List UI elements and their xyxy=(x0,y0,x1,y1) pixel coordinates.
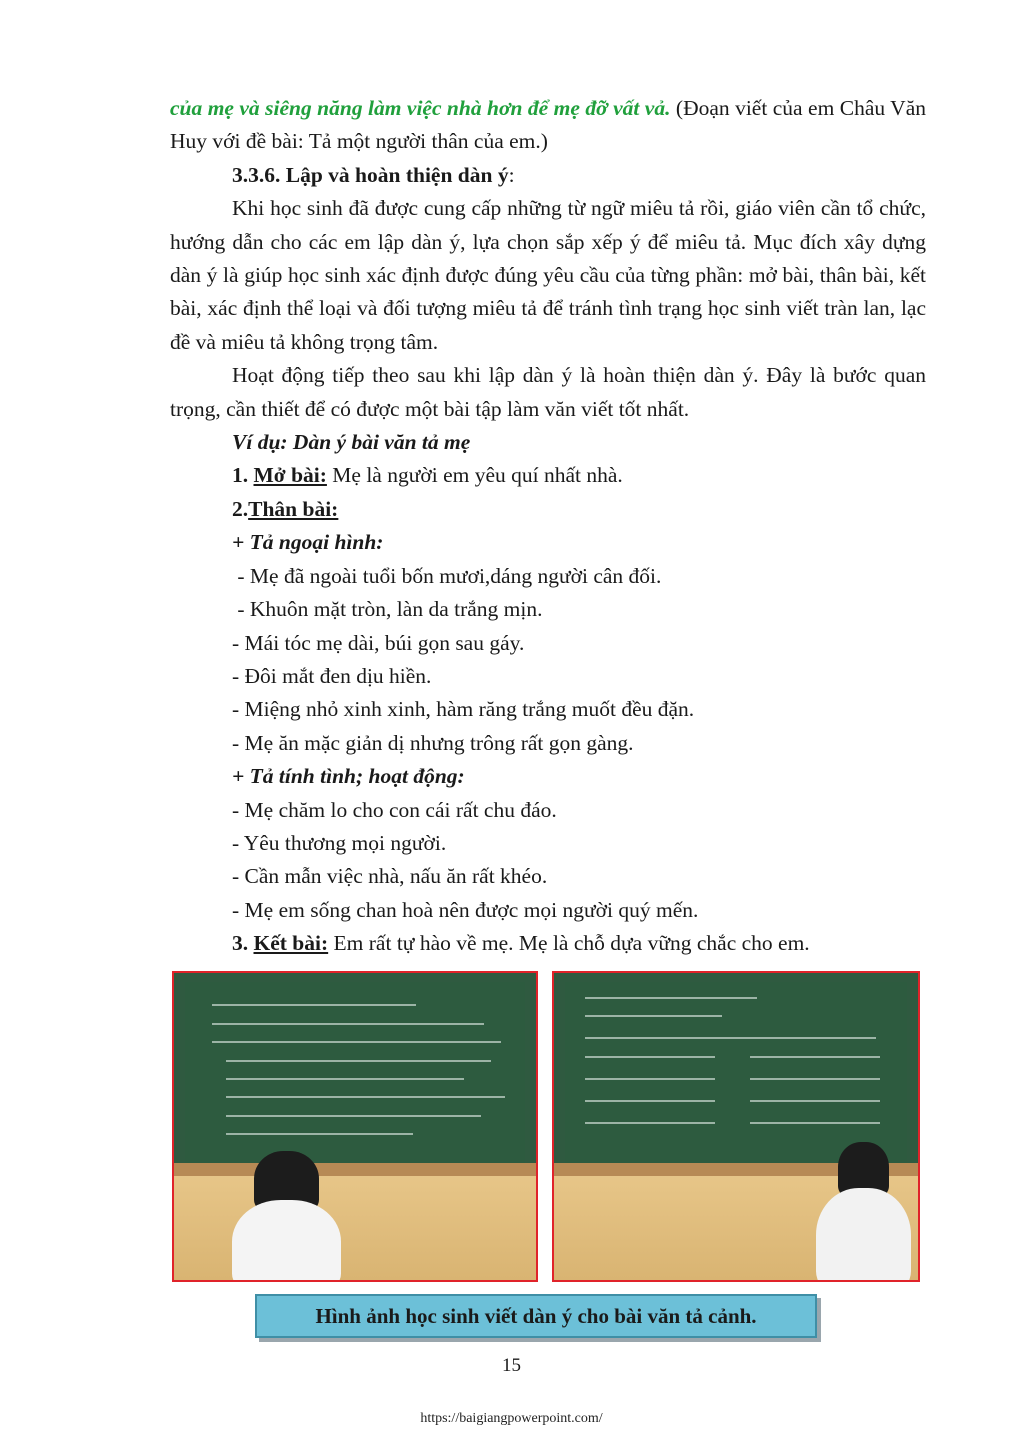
chalkboard xyxy=(565,982,907,1166)
paragraph-quote-end xyxy=(170,92,926,159)
example-heading: Ví dụ: Dàn ý bài văn tả mẹ xyxy=(232,430,471,455)
paragraph-text: (Đoạn viết của em Châu Văn Huy với đề bài: Tả một người thân của em.) xyxy=(170,96,926,154)
list-item: - Miệng nhỏ xinh xinh, hàm răng trắng muốt đều đặn. xyxy=(232,697,695,722)
document-body xyxy=(170,92,926,961)
figure-caption: Hình ảnh học sinh viết dàn ý cho bài văn tả cảnh. xyxy=(255,1294,817,1338)
list-item: - Mẹ em sống chan hoà nên được mọi người quý mến. xyxy=(232,897,699,922)
page-number: 15 xyxy=(502,1355,521,1376)
list-item: - Mẹ chăm lo cho con cái rất chu đáo. xyxy=(232,797,557,822)
list-item: - Khuôn mặt tròn, làn da trắng mịn. xyxy=(232,597,543,622)
outline-body-heading: 2.Thân bài: xyxy=(232,496,339,521)
paragraph-text: Hoạt động tiếp theo sau khi lập dàn ý là hoàn thiện dàn ý. Đây là bước quan trọng, cần thiết để có được một bài tập làm văn viết tốt nhất. xyxy=(170,363,926,421)
outline-intro: 1. Mở bài: Mẹ là người em yêu quí nhất nhà. xyxy=(232,463,623,488)
list-item: - Cần mẫn việc nhà, nấu ăn rất khéo. xyxy=(232,864,548,889)
classroom-photo-right xyxy=(552,971,920,1282)
section-heading: 3.3.6. Lập và hoàn thiện dàn ý: xyxy=(232,162,515,187)
chalkboard xyxy=(185,982,525,1166)
outline-conclusion: 3. Kết bài: Em rất tự hào về mẹ. Mẹ là chỗ dựa vững chắc cho em. xyxy=(232,931,810,956)
photo-row xyxy=(172,971,720,1282)
classroom-photo-left xyxy=(172,971,538,1282)
personality-heading: + Tả tính tình; hoạt động: xyxy=(232,764,465,789)
list-item: - Mái tóc mẹ dài, búi gọn sau gáy. xyxy=(232,630,525,655)
list-item: - Đôi mắt đen dịu hiền. xyxy=(232,663,432,688)
paragraph-text: Khi học sinh đã được cung cấp những từ ngữ miêu tả rồi, giáo viên cần tổ chức, hướng dẫn cho các em lập dàn ý, lựa chọn sắp xếp ý để miêu tả. Mục đích xây dựng dàn ý là giúp học sinh xác định được đúng yêu cầu của từng phần: mở bài, thân bài, kết bài, xác định thể loại và đối tượng miêu tả để tránh tình trạng học sinh viết tràn lan, lạc đề và miêu tả không trọng tâm. xyxy=(170,196,926,354)
list-item: - Mẹ ăn mặc giản dị nhưng trông rất gọn gàng. xyxy=(232,730,634,755)
list-item: - Mẹ đã ngoài tuổi bốn mươi,dáng người cân đối. xyxy=(232,563,662,588)
green-italic-text: của mẹ và siêng năng làm việc nhà hơn để mẹ đỡ vất vả. xyxy=(170,96,671,120)
footer-url: https://baigiangpowerpoint.com/ xyxy=(420,1411,603,1426)
appearance-heading: + Tả ngoại hình: xyxy=(232,530,384,555)
list-item: - Yêu thương mọi người. xyxy=(232,830,447,855)
